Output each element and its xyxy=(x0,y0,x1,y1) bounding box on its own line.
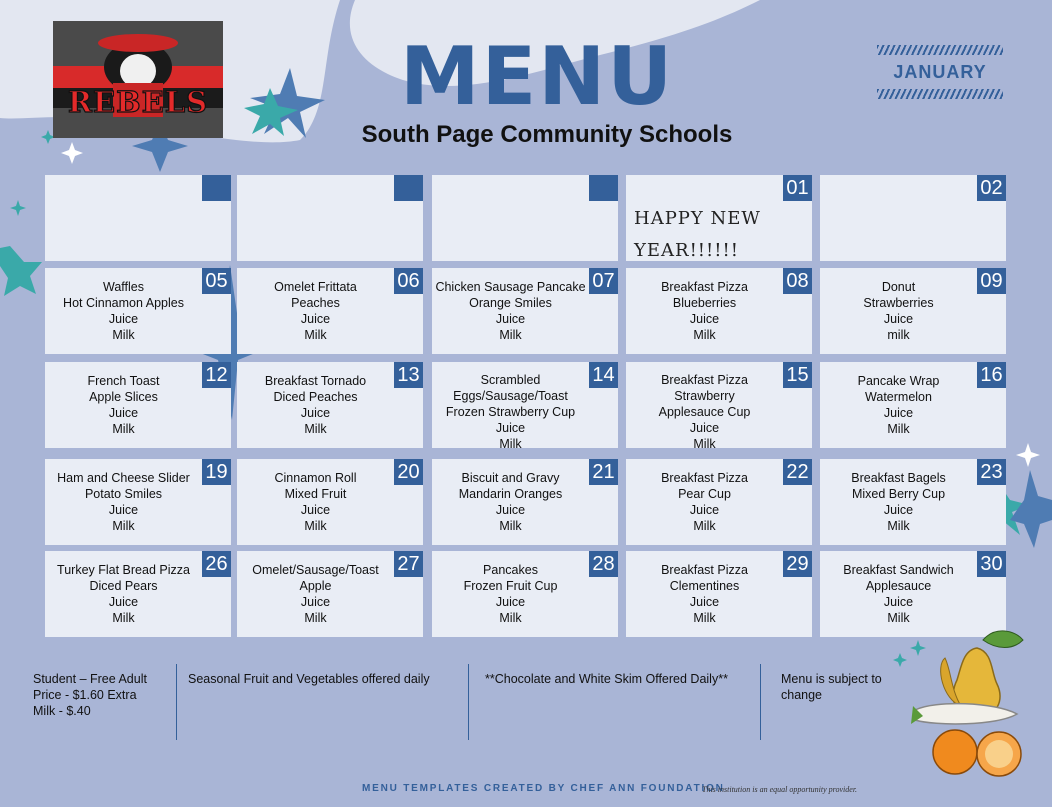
menu-item: Juice xyxy=(495,595,526,609)
menu-item: Juice xyxy=(689,421,720,435)
menu-item: Potato Smiles xyxy=(84,487,163,501)
seasonal-note: Seasonal Fruit and Vegetables offered daily xyxy=(188,672,430,686)
menu-item: Milk xyxy=(887,422,910,436)
day-cell xyxy=(820,459,1006,545)
day-number: 09 xyxy=(977,268,1006,294)
menu-item: Milk xyxy=(693,437,716,451)
menu-item: Milk xyxy=(693,611,716,625)
day-cell xyxy=(45,459,231,545)
menu-item: Milk xyxy=(112,519,135,533)
menu-item: Milk xyxy=(693,328,716,342)
day-number: 07 xyxy=(589,268,618,294)
holiday-message: HAPPY NEW YEAR!!!!!! xyxy=(634,208,761,261)
divider xyxy=(760,664,761,740)
menu-items xyxy=(820,373,977,437)
menu-items xyxy=(45,373,202,437)
menu-item: Juice xyxy=(883,595,914,609)
menu-item: Milk xyxy=(887,519,910,533)
menu-item: Juice xyxy=(495,503,526,517)
menu-item: Breakfast Pizza xyxy=(661,280,748,294)
menu-item: Juice xyxy=(495,312,526,326)
menu-item: Applesauce xyxy=(865,579,932,593)
menu-item: Milk xyxy=(304,328,327,342)
menu-item: Clementines xyxy=(669,579,740,593)
menu-item: Blueberries xyxy=(672,296,737,310)
menu-item: Juice xyxy=(883,406,914,420)
menu-items xyxy=(237,373,394,437)
menu-item: Mixed Berry Cup xyxy=(851,487,946,501)
menu-items xyxy=(432,372,589,452)
rebels-logo xyxy=(53,21,223,138)
day-cell xyxy=(820,268,1006,354)
sparkle-icon xyxy=(61,142,83,164)
star-icon xyxy=(0,246,42,296)
day-number: 23 xyxy=(977,459,1006,485)
day-cell xyxy=(432,268,618,354)
menu-item: Milk xyxy=(499,519,522,533)
subject-note: Menu is subject to change xyxy=(781,672,882,702)
day-number: 13 xyxy=(394,362,423,388)
day-number: 21 xyxy=(589,459,618,485)
day-cell xyxy=(237,459,423,545)
menu-item: Milk xyxy=(304,611,327,625)
menu-item: Juice xyxy=(300,595,331,609)
menu-item: Juice xyxy=(300,406,331,420)
menu-item: Biscuit and Gravy xyxy=(461,471,560,485)
menu-items xyxy=(626,372,783,452)
menu-item: French Toast xyxy=(87,374,160,388)
divider xyxy=(176,664,177,740)
menu-item: Pear Cup xyxy=(678,487,731,501)
equal-opportunity-note: This institution is an equal opportunity provider. xyxy=(702,785,858,794)
page-title: MENU xyxy=(400,30,675,123)
day-number: 02 xyxy=(977,175,1006,201)
menu-item: Pancake Wrap xyxy=(857,374,940,388)
menu-item: Pancakes xyxy=(483,563,538,577)
menu-item: Mixed Fruit xyxy=(284,487,347,501)
menu-items xyxy=(820,279,977,343)
menu-item: Breakfast Pizza xyxy=(661,471,748,485)
menu-item: Milk xyxy=(499,437,522,451)
menu-item: Breakfast Tornado xyxy=(264,374,367,388)
day-number: 14 xyxy=(589,362,618,388)
menu-items xyxy=(432,562,589,626)
day-number: 28 xyxy=(589,551,618,577)
menu-item: Turkey Flat Bread Pizza xyxy=(57,563,190,577)
menu-items xyxy=(45,470,202,534)
price-note: Student – Free Adult Price - $1.60 Extra Milk - $.40 xyxy=(33,672,147,718)
menu-item: Diced Pears xyxy=(89,579,158,593)
day-cell xyxy=(432,175,618,261)
menu-item: Ham and Cheese Slider xyxy=(57,471,190,485)
day-cell xyxy=(237,362,423,448)
menu-item: Milk xyxy=(304,519,327,533)
day-number: 05 xyxy=(202,268,231,294)
day-number: 20 xyxy=(394,459,423,485)
menu-item: Juice xyxy=(883,312,914,326)
menu-item: Diced Peaches xyxy=(273,390,358,404)
menu-item: Juice xyxy=(108,312,139,326)
milk-note: **Chocolate and White Skim Offered Daily** xyxy=(485,672,728,686)
menu-items xyxy=(45,562,202,626)
menu-item: Milk xyxy=(112,328,135,342)
menu-items xyxy=(432,279,589,343)
menu-items xyxy=(237,279,394,343)
day-number: 30 xyxy=(977,551,1006,577)
menu-item: Apple xyxy=(299,579,332,593)
menu-item: Cinnamon Roll xyxy=(274,471,357,485)
day-cell xyxy=(45,268,231,354)
menu-item: Juice xyxy=(689,503,720,517)
day-number: 29 xyxy=(783,551,812,577)
menu-item: Hot Cinnamon Apples xyxy=(63,296,184,310)
menu-items xyxy=(626,279,783,343)
day-cell xyxy=(45,175,231,261)
menu-item: Strawberries xyxy=(863,296,934,310)
day-cell xyxy=(626,459,812,545)
day-number: 12 xyxy=(202,362,231,388)
day-number: 27 xyxy=(394,551,423,577)
day-cell xyxy=(237,175,423,261)
menu-item: Omelet/Sausage/Toast xyxy=(252,563,379,577)
menu-item: Milk xyxy=(499,328,522,342)
menu-item: Orange Smiles xyxy=(469,296,552,310)
menu-item: Watermelon xyxy=(865,390,932,404)
day-cell xyxy=(45,551,231,637)
menu-items xyxy=(45,279,202,343)
fruit-illustration xyxy=(905,620,1035,780)
menu-item: Milk xyxy=(693,519,716,533)
menu-items xyxy=(432,470,589,534)
menu-item: Eggs/Sausage/Toast xyxy=(453,389,568,403)
day-cell xyxy=(432,362,618,451)
divider xyxy=(468,664,469,740)
menu-item: Juice xyxy=(300,312,331,326)
menu-item: Milk xyxy=(112,611,135,625)
credit-footer: MENU TEMPLATES CREATED BY CHEF ANN FOUNDATION xyxy=(362,783,725,794)
menu-item: Omelet Frittata xyxy=(274,280,357,294)
day-number: 16 xyxy=(977,362,1006,388)
day-cell xyxy=(626,551,812,637)
menu-item: Breakfast Pizza xyxy=(661,373,748,387)
menu-items xyxy=(237,470,394,534)
day-number: 22 xyxy=(783,459,812,485)
day-number-blank xyxy=(394,175,423,201)
day-cell xyxy=(626,175,812,261)
school-name: South Page Community Schools xyxy=(361,121,733,148)
menu-item: Juice xyxy=(689,595,720,609)
day-number: 08 xyxy=(783,268,812,294)
menu-item: Frozen Fruit Cup xyxy=(463,579,558,593)
menu-item: Mandarin Oranges xyxy=(458,487,563,501)
month-label: JANUARY xyxy=(893,62,987,82)
day-number: 19 xyxy=(202,459,231,485)
day-number: 26 xyxy=(202,551,231,577)
menu-item: Strawberry xyxy=(674,389,735,403)
menu-item: Waffles xyxy=(103,280,144,294)
menu-item: Breakfast Sandwich xyxy=(843,563,954,577)
day-number-blank xyxy=(202,175,231,201)
menu-item: Breakfast Pizza xyxy=(661,563,748,577)
sparkle-icon xyxy=(1016,443,1040,467)
menu-item: Milk xyxy=(112,422,135,436)
day-cell xyxy=(432,551,618,637)
day-cell xyxy=(237,551,423,637)
menu-item: Frozen Strawberry Cup xyxy=(445,405,576,419)
menu-item: Scrambled xyxy=(480,373,541,387)
day-number-blank xyxy=(589,175,618,201)
menu-items xyxy=(626,562,783,626)
menu-item: Breakfast Bagels xyxy=(851,471,946,485)
day-number: 01 xyxy=(783,175,812,201)
sparkle-icon xyxy=(10,200,26,216)
menu-item: Juice xyxy=(883,503,914,517)
menu-item: Juice xyxy=(689,312,720,326)
hatch-divider xyxy=(877,89,1003,99)
day-cell xyxy=(820,362,1006,448)
menu-item: Juice xyxy=(108,503,139,517)
menu-items xyxy=(820,562,977,626)
menu-items xyxy=(626,470,783,534)
day-cell xyxy=(626,362,812,451)
mascot-icon xyxy=(53,21,223,138)
day-cell xyxy=(45,362,231,448)
menu-item: milk xyxy=(887,328,910,342)
day-cell xyxy=(626,268,812,354)
menu-item: Applesauce Cup xyxy=(658,405,751,419)
menu-item: Milk xyxy=(887,611,910,625)
menu-item: Juice xyxy=(495,421,526,435)
menu-item: Juice xyxy=(108,595,139,609)
day-cell xyxy=(237,268,423,354)
menu-item: Juice xyxy=(108,406,139,420)
day-number: 06 xyxy=(394,268,423,294)
logo-text: REBELS xyxy=(67,85,209,119)
menu-item: Donut xyxy=(881,280,916,294)
hatch-divider xyxy=(877,45,1003,55)
menu-item: Milk xyxy=(304,422,327,436)
day-cell xyxy=(432,459,618,545)
menu-items xyxy=(820,470,977,534)
menu-item: Milk xyxy=(499,611,522,625)
menu-item: Chicken Sausage Pancake xyxy=(435,280,586,294)
day-number: 15 xyxy=(783,362,812,388)
menu-item: Juice xyxy=(300,503,331,517)
menu-item: Peaches xyxy=(291,296,340,310)
menu-items xyxy=(237,562,394,626)
day-cell xyxy=(820,175,1006,261)
menu-item: Apple Slices xyxy=(89,390,158,404)
